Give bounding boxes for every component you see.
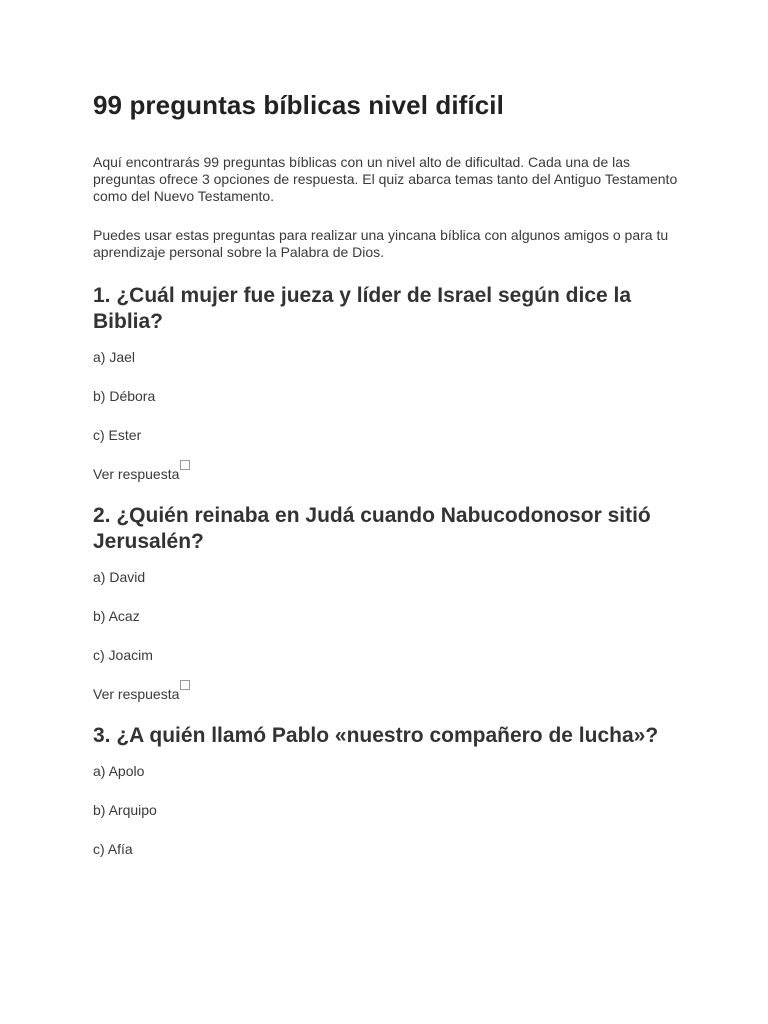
document-page <box>93 88 678 880</box>
question-heading: 3. ¿A quién llamó Pablo «nuestro compañero de lucha»? <box>93 724 659 747</box>
option-b: b) Arquipo <box>93 802 157 818</box>
option-c: c) Joacim <box>93 647 153 663</box>
question-1 <box>93 283 678 483</box>
option-a: a) Jael <box>93 349 136 365</box>
option-c: c) Afía <box>93 841 133 857</box>
question-heading: 2. ¿Quién reinaba en Judá cuando Nabucodonosor sitió Jerusalén? <box>93 504 651 553</box>
show-answer-toggle[interactable] <box>93 466 678 483</box>
show-answer-label: Ver respuesta <box>93 686 180 702</box>
question-2 <box>93 503 678 703</box>
show-answer-label: Ver respuesta <box>93 466 180 482</box>
show-answer-toggle[interactable] <box>93 686 678 703</box>
option-a: a) Apolo <box>93 763 145 779</box>
question-3 <box>93 723 678 858</box>
answer-checkbox-icon[interactable] <box>180 460 190 470</box>
option-a: a) David <box>93 569 146 585</box>
intro-paragraph-1: Aquí encontrarás 99 preguntas bíblicas con un nivel alto de dificultad. Cada una de las preguntas ofrece 3 opciones de respuesta. El quiz abarca temas tanto del Antiguo Testamento como del Nuevo Testamento. <box>93 154 678 204</box>
question-heading: 1. ¿Cuál mujer fue jueza y líder de Israel según dice la Biblia? <box>93 284 632 333</box>
option-b: b) Débora <box>93 388 156 404</box>
intro-paragraph-2: Puedes usar estas preguntas para realizar una yincana bíblica con algunos amigos o para tu aprendizaje personal sobre la Palabra de Dios. <box>93 227 669 260</box>
option-b: b) Acaz <box>93 608 140 624</box>
document-title: 99 preguntas bíblicas nivel difícil <box>93 90 504 120</box>
option-c: c) Ester <box>93 427 142 443</box>
answer-checkbox-icon[interactable] <box>180 680 190 690</box>
